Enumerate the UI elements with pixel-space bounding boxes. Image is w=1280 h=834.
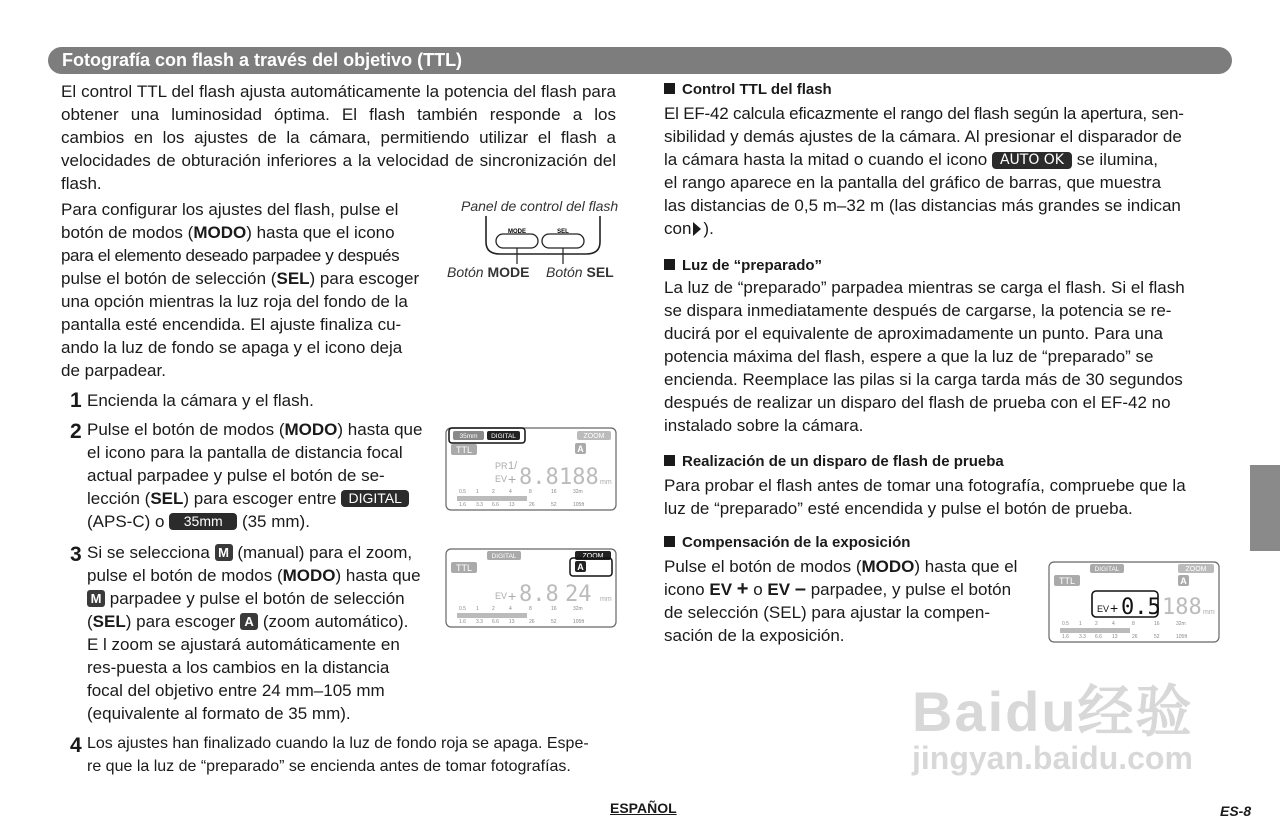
ttl-control-heading: Control TTL del flash bbox=[664, 80, 832, 100]
lcd-scale-label: 105ft bbox=[1176, 634, 1188, 640]
lcd-scale-label: 13 bbox=[509, 502, 515, 508]
lcd-digital-tag: DIGITAL bbox=[491, 433, 516, 440]
lcd-scale-label: 16 bbox=[1154, 621, 1160, 627]
lcd-scale-label: 8 bbox=[1132, 621, 1135, 627]
footer-language: ESPAÑOL bbox=[610, 800, 677, 816]
lcd-scale-label: 3.3 bbox=[1079, 634, 1086, 640]
svg-text:A: A bbox=[577, 562, 584, 572]
svg-text:0.5: 0.5 bbox=[1121, 595, 1161, 620]
lcd-scale-label: 1 bbox=[476, 606, 479, 612]
svg-text:EV: EV bbox=[1097, 604, 1110, 614]
baidu-watermark: Baidu经验 bbox=[912, 680, 1194, 743]
manual-icon: M bbox=[87, 590, 105, 607]
footer-page-number: ES-8 bbox=[1220, 803, 1252, 819]
svg-text:TTL: TTL bbox=[455, 563, 473, 573]
lcd-scale-label: 6.6 bbox=[492, 619, 499, 625]
step4-text-line1: Los ajustes han finalizado cuando la luz de fondo roja se apaga. Espe- bbox=[87, 735, 589, 752]
section-tab-marker bbox=[1250, 465, 1280, 551]
panel-caption: Panel de control del flash bbox=[461, 198, 619, 214]
config-line: Para configurar los ajustes del flash, pulse el bbox=[61, 200, 399, 219]
lcd-scale-label: 32m bbox=[573, 489, 583, 495]
lcd-scale-label: 16 bbox=[551, 489, 557, 495]
svg-text:188: 188 bbox=[1162, 595, 1202, 620]
lcd-scale-label: 105ft bbox=[573, 502, 585, 508]
svg-text:mm: mm bbox=[600, 596, 612, 603]
lcd-scale-label: 32m bbox=[1176, 621, 1186, 627]
svg-text:PR: PR bbox=[495, 461, 508, 471]
lcd-scale-label: 26 bbox=[1132, 634, 1138, 640]
intro-paragraph: El control TTL del flash ajusta automáticamente la potencia del flash para obtener una luminosidad óptima. El flash también responde a los cambios en los ajustes de la cámara, permitiendo utilizar el flash a velocidades de obturación inferiores a la velocidad de sincronización del flash. bbox=[61, 82, 616, 193]
lcd-scale-label: 1 bbox=[1079, 621, 1082, 627]
lcd-35mm-tag: 35mm bbox=[459, 433, 478, 440]
auto-icon: A bbox=[240, 613, 258, 630]
svg-text:mm: mm bbox=[600, 479, 612, 486]
manual-icon: M bbox=[215, 544, 233, 561]
lcd-scale-label: 13 bbox=[1112, 634, 1118, 640]
lcd-scale-label: 3.3 bbox=[476, 502, 483, 508]
lcd-scale-label: 52 bbox=[551, 502, 557, 508]
lcd-scale-label: 3.3 bbox=[476, 619, 483, 625]
lcd-scale-label: 8 bbox=[529, 489, 532, 495]
lcd-scale-label: 1.6 bbox=[1062, 634, 1069, 640]
config-line: pantalla esté encendida. El ajuste finaliza cu- bbox=[61, 315, 402, 334]
lcd-a-tag: A bbox=[577, 444, 584, 454]
svg-text:24: 24 bbox=[565, 582, 592, 607]
section-banner: Fotografía con flash a través del objetivo (TTL) bbox=[48, 47, 1232, 74]
lcd-scale-label: 26 bbox=[529, 502, 535, 508]
lcd-zoom-tag: ZOOM bbox=[583, 433, 605, 440]
svg-text:1/: 1/ bbox=[508, 460, 518, 472]
lcd-scale-label: 1.6 bbox=[459, 502, 466, 508]
svg-text:A: A bbox=[1180, 576, 1187, 586]
step-number: 2 bbox=[70, 420, 82, 443]
svg-text:mm: mm bbox=[1203, 609, 1215, 616]
exposure-comp-heading: Compensación de la exposición bbox=[664, 533, 910, 553]
test-flash-heading: Realización de un disparo de flash de prueba bbox=[664, 452, 1004, 472]
flash-panel-diagram bbox=[478, 214, 608, 264]
svg-text:+: + bbox=[508, 588, 517, 604]
config-line: ando la luz de fondo se apaga y el icono deja bbox=[61, 338, 403, 357]
step-number: 4 bbox=[70, 734, 82, 757]
svg-text:+: + bbox=[1110, 600, 1119, 616]
lcd-scale-label: 52 bbox=[1154, 634, 1160, 640]
lcd-scale-label: 1.6 bbox=[459, 619, 466, 625]
svg-text:TTL: TTL bbox=[1058, 576, 1076, 586]
lcd-display-zoom bbox=[445, 546, 617, 628]
lcd-display-focal bbox=[445, 425, 617, 511]
svg-text:EV: EV bbox=[495, 591, 508, 601]
step4-text-line2: re que la luz de “preparado” se encienda antes de tomar fotografías. bbox=[87, 758, 571, 775]
lcd-scale-label: 4 bbox=[509, 606, 512, 612]
step-number: 3 bbox=[70, 543, 82, 566]
sel-button-caption: Botón SEL bbox=[546, 264, 614, 280]
config-line: botón de modos (MODO) hasta que el icono bbox=[61, 223, 395, 242]
svg-text:+: + bbox=[508, 471, 517, 487]
lcd-scale-label: 4 bbox=[509, 489, 512, 495]
ready-light-heading: Luz de “preparado” bbox=[664, 256, 822, 276]
baidu-watermark-url: jingyan.baidu.com bbox=[912, 740, 1193, 776]
lcd-scale-label: 8 bbox=[529, 606, 532, 612]
sel-key bbox=[542, 234, 584, 248]
lcd-display-ev bbox=[1048, 559, 1220, 643]
config-line: para el elemento deseado parpadee y después bbox=[61, 246, 400, 265]
lcd-scale-label: 6.6 bbox=[492, 502, 499, 508]
step1-text: Encienda la cámara y el flash. bbox=[87, 391, 314, 410]
step-number: 1 bbox=[70, 389, 82, 412]
svg-text:EV: EV bbox=[495, 474, 508, 484]
svg-text:8.8: 8.8 bbox=[519, 465, 559, 490]
35mm-chip: 35mm bbox=[169, 513, 237, 530]
lcd-scale-label: 52 bbox=[551, 619, 557, 625]
mode-key-label: MODE bbox=[508, 229, 526, 235]
mode-key bbox=[496, 234, 538, 248]
svg-text:DIGITAL: DIGITAL bbox=[1094, 566, 1120, 573]
lcd-scale-label: 32m bbox=[573, 606, 583, 612]
lcd-scale-label: 1 bbox=[476, 489, 479, 495]
sel-key-label: SEL bbox=[557, 229, 569, 235]
config-line: de parpadear. bbox=[61, 361, 166, 380]
lcd-scale-label: 6.6 bbox=[1095, 634, 1102, 640]
svg-text:ZOOM: ZOOM bbox=[1185, 566, 1207, 573]
svg-text:DIGITAL: DIGITAL bbox=[491, 553, 517, 560]
lcd-scale-label: 0.5 bbox=[459, 489, 466, 495]
svg-text:ZOOM: ZOOM bbox=[582, 553, 604, 560]
digital-chip: DIGITAL bbox=[341, 490, 409, 507]
lcd-scale-label: 26 bbox=[529, 619, 535, 625]
lcd-scale-label: 105ft bbox=[573, 619, 585, 625]
lcd-scale-label: 13 bbox=[509, 619, 515, 625]
config-line: una opción mientras la luz roja del fondo de la bbox=[61, 292, 408, 311]
mode-button-caption: Botón MODE bbox=[447, 264, 530, 280]
lcd-ttl-tag: TTL bbox=[455, 445, 473, 455]
lcd-scale-label: 2 bbox=[492, 489, 495, 495]
svg-text:188: 188 bbox=[559, 465, 599, 490]
lcd-scale-label: 0.5 bbox=[459, 606, 466, 612]
config-line: pulse el botón de selección (SEL) para escoger bbox=[61, 269, 420, 288]
lcd-scale-label: 4 bbox=[1112, 621, 1115, 627]
lcd-scale-label: 16 bbox=[551, 606, 557, 612]
lcd-scale-label: 2 bbox=[1095, 621, 1098, 627]
lcd-scale-label: 2 bbox=[492, 606, 495, 612]
auto-ok-chip: AUTO OK bbox=[992, 152, 1072, 169]
arrow-right-icon bbox=[693, 222, 701, 236]
lcd-scale-label: 0.5 bbox=[1062, 621, 1069, 627]
svg-text:8.8: 8.8 bbox=[519, 582, 559, 607]
